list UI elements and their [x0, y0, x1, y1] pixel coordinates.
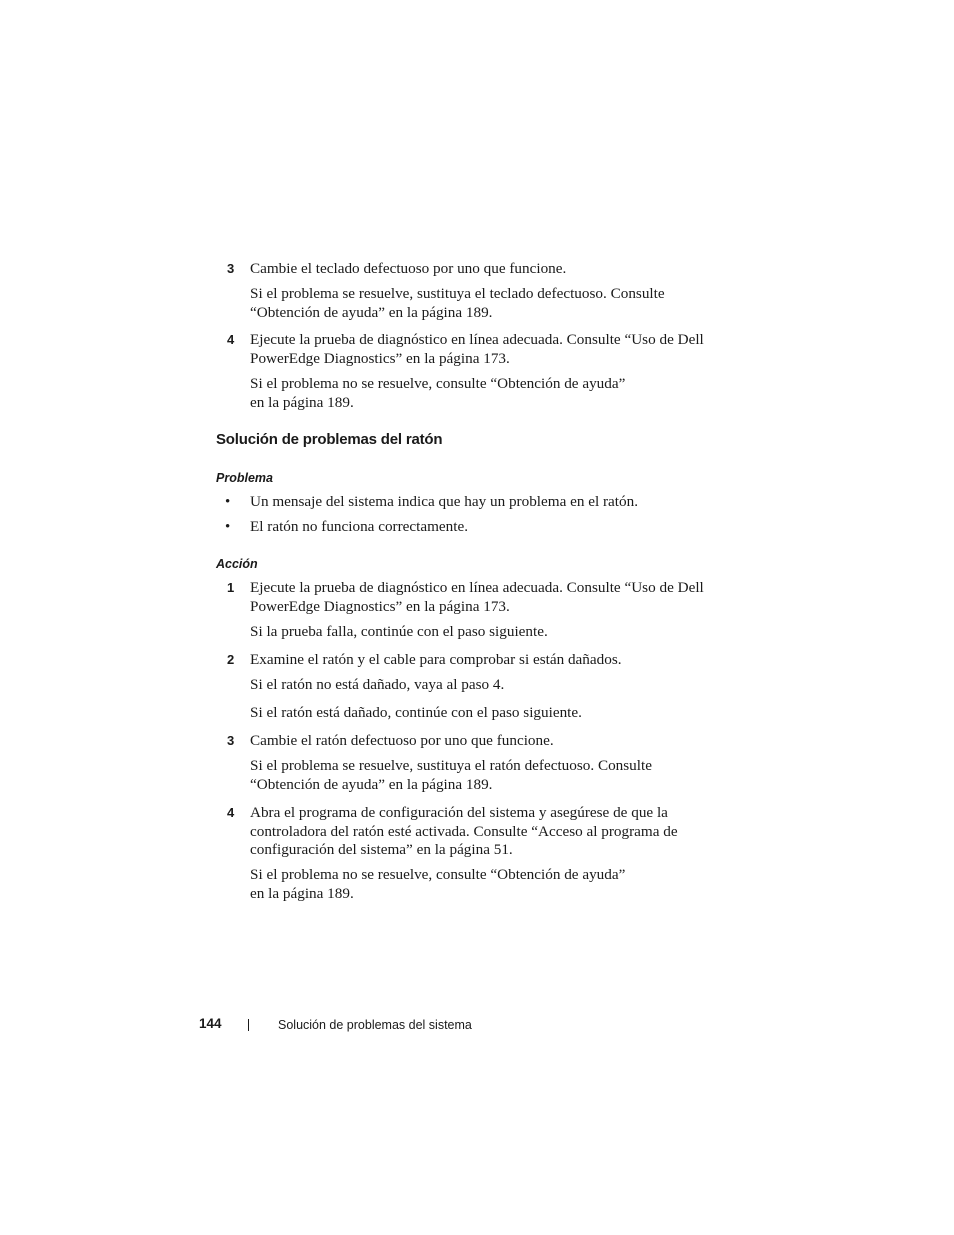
action-heading: Acción: [216, 557, 258, 571]
step-text-line: Abra el programa de configuración del sistema y asegúrese de que la: [250, 804, 668, 821]
list-item: El ratón no funciona correctamente.: [250, 518, 469, 535]
note-line: en la página 189.: [250, 393, 354, 411]
step-note: [250, 757, 652, 794]
step-note: Si el ratón está dañado, continúe con el paso siguiente.: [250, 704, 582, 721]
list-item: Un mensaje del sistema indica que hay un problema en el ratón.: [250, 493, 639, 510]
step-number: 4: [227, 805, 235, 820]
bullet-icon: •: [225, 519, 231, 535]
step-number: 1: [227, 580, 235, 595]
step-note: [250, 375, 625, 412]
note-line: Si el problema no se resuelve, consulte “Obtención de ayuda”: [250, 375, 626, 392]
step-text: [250, 331, 704, 368]
section-title: Solución de problemas del ratón: [216, 431, 443, 448]
bullet-icon: •: [225, 494, 231, 510]
note-line: Si el problema se resuelve, sustituya el teclado defectuoso. Consulte: [250, 285, 665, 302]
step-text-line: controladora del ratón esté activada. Consulte “Acceso al programa de: [250, 822, 678, 840]
step-number: 2: [227, 652, 235, 667]
step-text: Cambie el ratón defectuoso por uno que funcione.: [250, 732, 554, 749]
step-note: Si el ratón no está dañado, vaya al paso 4.: [250, 676, 505, 693]
problem-heading: Problema: [216, 471, 273, 485]
step-number: 3: [227, 733, 235, 748]
note-line: “Obtención de ayuda” en la página 189.: [250, 775, 493, 793]
footer-separator: [248, 1019, 249, 1031]
step-text-line: Ejecute la prueba de diagnóstico en línea adecuada. Consulte “Uso de Dell: [250, 579, 704, 596]
step-text: [250, 579, 704, 616]
step-text: [250, 804, 678, 860]
step-text-line: PowerEdge Diagnostics” en la página 173.: [250, 597, 510, 615]
note-line: Si el problema no se resuelve, consulte “Obtención de ayuda”: [250, 866, 626, 883]
step-note: [250, 285, 665, 322]
step-text-line: Ejecute la prueba de diagnóstico en línea adecuada. Consulte “Uso de Dell: [250, 331, 704, 348]
note-line: “Obtención de ayuda” en la página 189.: [250, 303, 493, 321]
step-text-line: Cambie el teclado defectuoso por uno que funcione.: [250, 260, 567, 277]
step-note: Si la prueba falla, continúe con el paso siguiente.: [250, 623, 548, 640]
step-text-line: configuración del sistema” en la página 51.: [250, 841, 513, 858]
step-text: [250, 260, 566, 279]
step-text: Examine el ratón y el cable para comprobar si están dañados.: [250, 651, 622, 668]
step-number: 3: [227, 261, 235, 276]
step-text-line: PowerEdge Diagnostics” en la página 173.: [250, 349, 510, 367]
footer-chapter-title: Solución de problemas del sistema: [278, 1018, 472, 1032]
page-number: 144: [199, 1016, 222, 1031]
note-line: Si el problema se resuelve, sustituya el ratón defectuoso. Consulte: [250, 757, 652, 774]
step-number: 4: [227, 332, 235, 347]
step-note: [250, 866, 625, 903]
note-line: en la página 189.: [250, 884, 354, 902]
